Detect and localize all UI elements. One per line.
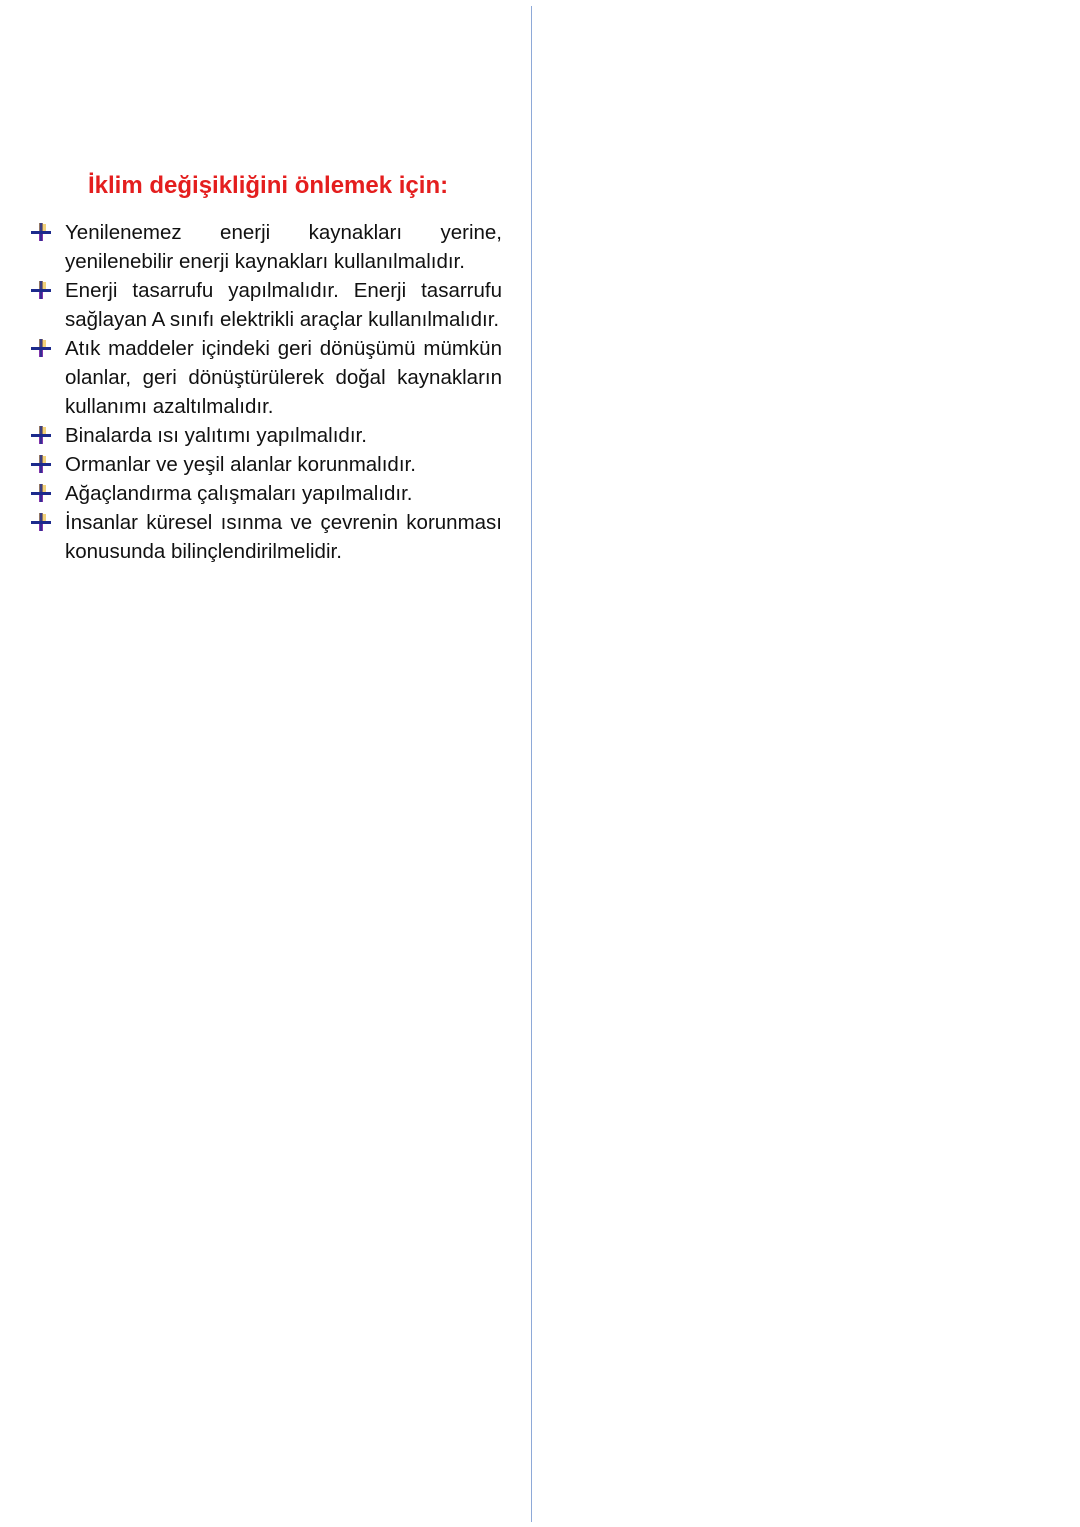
plus-arrow-bullet-icon xyxy=(31,426,51,444)
list-item xyxy=(30,276,502,334)
list-item-text: Ağaçlandırma çalışmaları yapılmalıdır. xyxy=(65,482,413,505)
list-item xyxy=(30,334,502,421)
column-divider xyxy=(531,6,532,1522)
plus-arrow-bullet-icon xyxy=(31,513,51,531)
list-item xyxy=(30,421,502,450)
list-item-text: Ormanlar ve yeşil alanlar korunmalıdır. xyxy=(65,453,416,476)
list-item-text: İnsanlar küresel ısınma ve çevrenin korunması konusunda bilinçlendirilmelidir. xyxy=(65,511,502,563)
list-item xyxy=(30,218,502,276)
list-item xyxy=(30,508,502,566)
left-column xyxy=(30,168,502,566)
plus-arrow-bullet-icon xyxy=(31,339,51,357)
list-item-text: Yenilenemez enerji kaynakları yerine, yenilenebilir enerji kaynakları kullanılmalıdır. xyxy=(65,221,502,273)
plus-arrow-bullet-icon xyxy=(31,223,51,241)
list-item-text: Atık maddeler içindeki geri dönüşümü mümkün olanlar, geri dönüştürülerek doğal kaynakların kullanımı azaltılmalıdır. xyxy=(65,337,502,418)
section-heading: İklim değişikliğini önlemek için: xyxy=(88,172,449,199)
bullet-list xyxy=(30,218,502,566)
plus-arrow-bullet-icon xyxy=(31,281,51,299)
plus-arrow-bullet-icon xyxy=(31,484,51,502)
list-item xyxy=(30,450,502,479)
plus-arrow-bullet-icon xyxy=(31,455,51,473)
list-item xyxy=(30,479,502,508)
list-item-text: Binalarda ısı yalıtımı yapılmalıdır. xyxy=(65,424,367,447)
list-item-text: Enerji tasarrufu yapılmalıdır. Enerji tasarrufu sağlayan A sınıfı elektrikli araçlar kullanılmalıdır. xyxy=(65,279,502,331)
